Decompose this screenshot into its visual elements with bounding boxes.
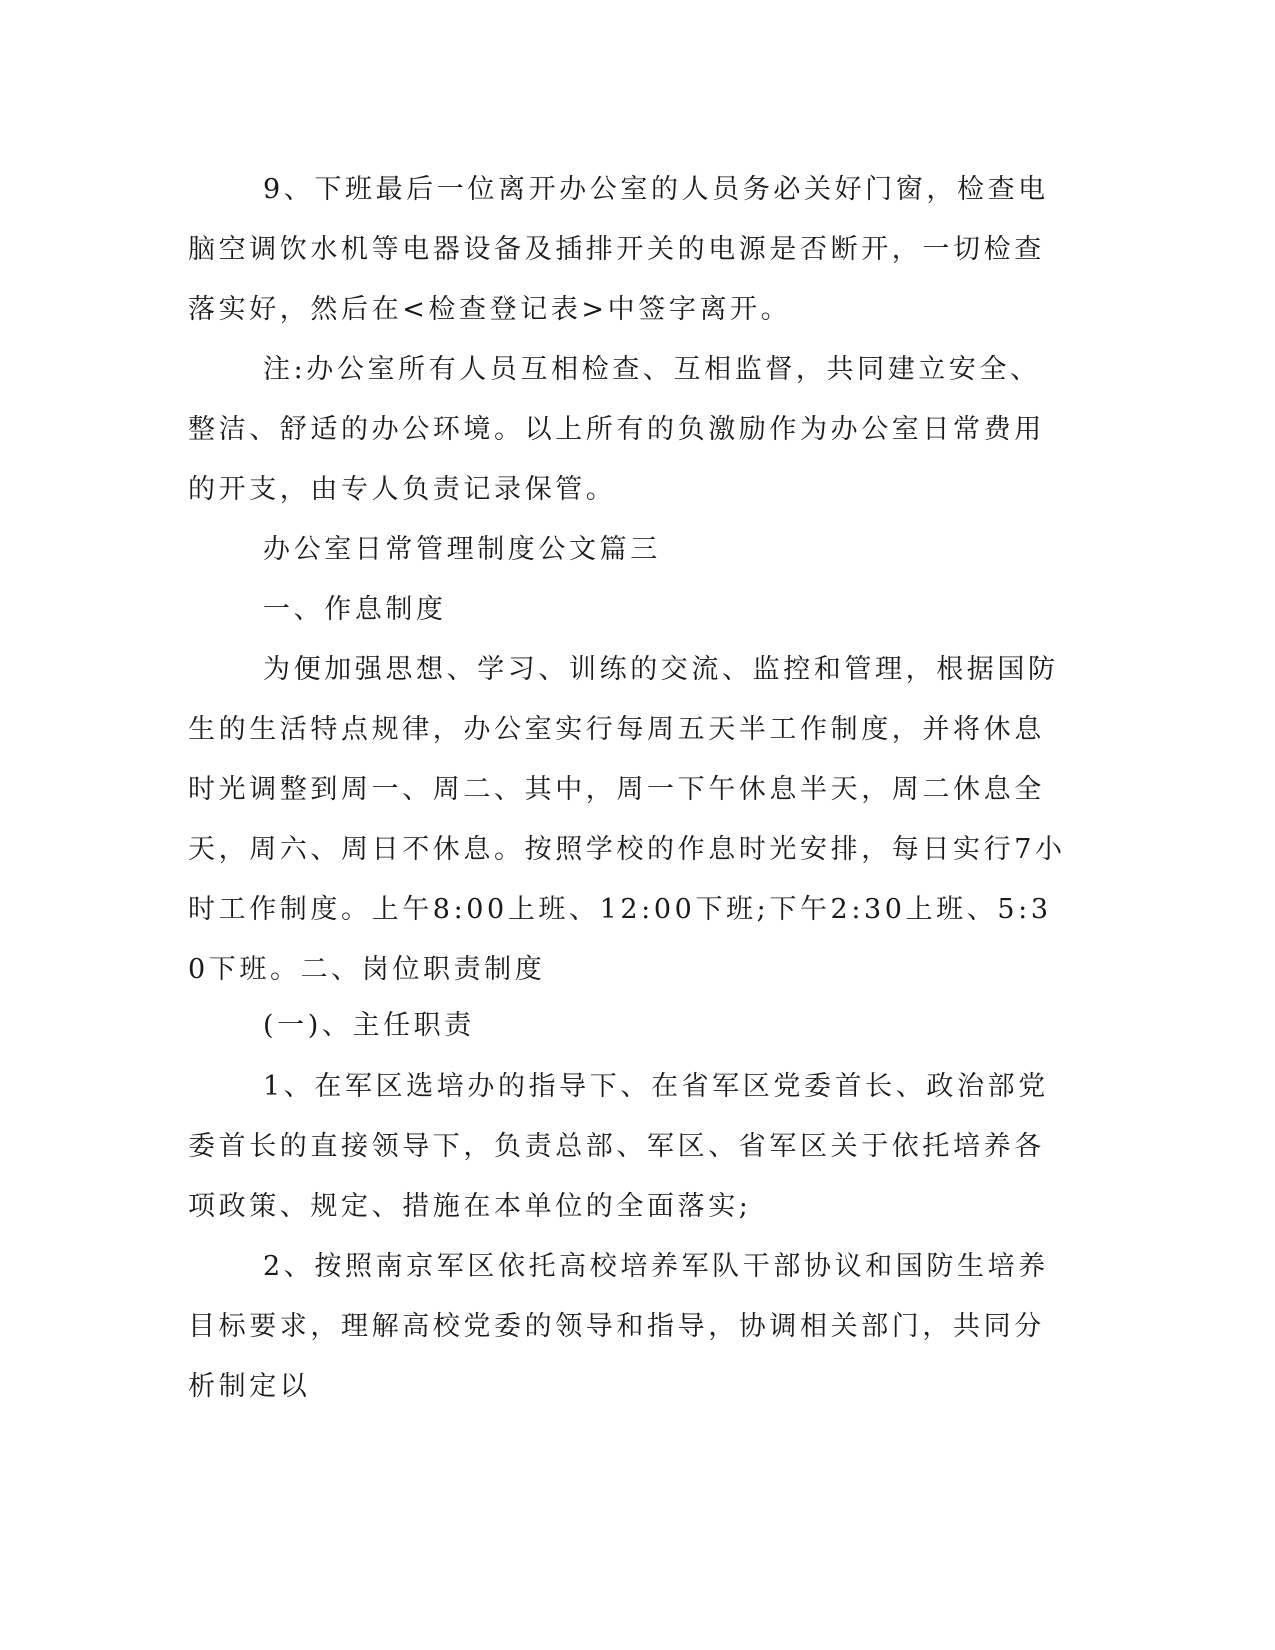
section-heading xyxy=(188,520,1068,580)
paragraph-schedule xyxy=(188,640,1068,1000)
paragraph-note xyxy=(188,340,1068,520)
paragraph-text: 2、按照南京军区依托高校培养军队干部协议和国防生培养目标要求，理解高校党委的领导和指导，协调相关部门，共同分析制定以 xyxy=(188,1251,1049,1402)
paragraph-duty-2 xyxy=(188,1237,1068,1417)
paragraph-text: 1、在军区选培办的指导下、在省军区党委首长、政治部党委首长的直接领导下，负责总部、军区、省军区关于依托培养各项政策、规定、措施在本单位的全面落实; xyxy=(188,1071,1049,1222)
paragraph-text: 注:办公室所有人员互相检查、互相监督，共同建立安全、整洁、舒适的办公环境。以上所有的负激励作为办公室日常费用的开支，由专人负责记录保管。 xyxy=(188,354,1045,505)
paragraph-text: 为便加强思想、学习、训练的交流、监控和管理，根据国防生的生活特点规律，办公室实行每周五天半工作制度，并将休息时光调整到周一、周二、其中，周一下午休息半天，周二休息全天，周六、周日不休息。按照学校的作息时光安排，每日实行7小时工作制度。上午8:00上班、12:00下班;下午2:30上班、5:30下班。二、岗位职责制度 xyxy=(188,654,1066,985)
paragraph-duty-1 xyxy=(188,1057,1068,1237)
subsection-heading-director-duties xyxy=(188,996,1068,1056)
heading-text: 一、作息制度 xyxy=(263,594,447,625)
paragraph-text: 9、下班最后一位离开办公室的人员务必关好门窗，检查电脑空调饮水机等电器设备及插排开关的电源是否断开，一切检查落实好，然后在<检查登记表>中签字离开。 xyxy=(188,174,1049,325)
heading-text: 办公室日常管理制度公文篇三 xyxy=(263,534,661,565)
subsection-heading-schedule xyxy=(188,580,1068,640)
paragraph-office-closing-rule xyxy=(188,160,1068,340)
heading-text: (一)、主任职责 xyxy=(263,1010,475,1041)
